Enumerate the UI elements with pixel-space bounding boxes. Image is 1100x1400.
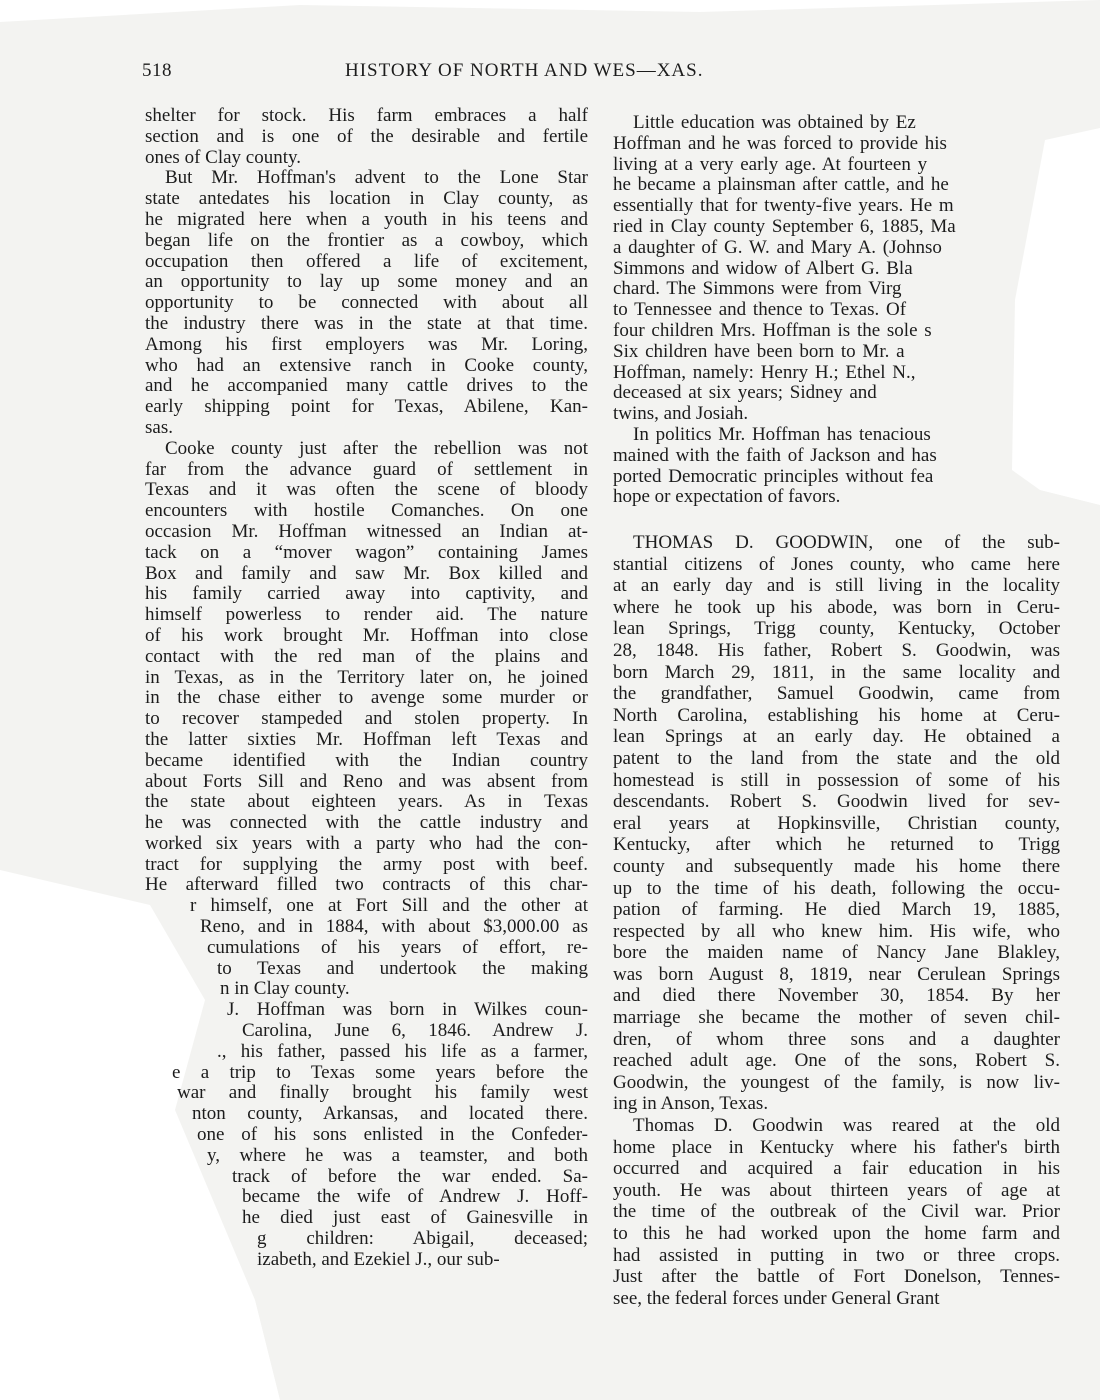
text-line: Among his first employers was Mr. Loring, [145,334,588,355]
text-line: homestead is still in possession of some of his [613,769,1060,791]
text-line: and died there November 30, 1854. By her [613,985,1060,1007]
text-line: Goodwin, the youngest of the family, is now liv- [613,1071,1060,1093]
text-line: shelter for stock. His farm embraces a half [145,106,588,126]
text-line: Cooke county just after the rebellion was not [165,438,588,459]
text-line: encounters with hostile Comanches. On one [145,501,588,522]
text-line: where he took up his abode, was born in Ceru- [613,596,1060,618]
text-line: Simmons and widow of Albert G. Bla [613,258,913,279]
right-column-hoffman [613,113,1060,508]
text-line: sas. [145,417,173,438]
text-line: e a trip to Texas some years before the [172,1062,588,1083]
text-line: tack on a “mover wagon” containing James [145,542,588,563]
text-line: ., his father, passed his life as a farmer, [217,1041,588,1062]
text-line: twins, and Josiah. [613,404,749,425]
text-line: deceased at six years; Sidney and [613,383,877,404]
text-line: war and finally brought his family west [177,1083,588,1104]
text-line: contact with the red man of the plains and [145,646,588,667]
text-line: marriage she became the mother of seven chil- [613,1007,1060,1029]
text-line: section and is one of the desirable and fertile [145,126,588,147]
text-line: four children Mrs. Hoffman is the sole s [613,320,932,341]
text-line: Reno, and in 1884, with about $3,000.00 as [200,917,588,938]
text-line: occupation then offered a life of excitement, [145,251,588,272]
text-line: his family carried away into captivity, and [145,584,588,605]
text-line: reached adult age. One of the sons, Robert S. [613,1050,1060,1072]
text-line: see, the federal forces under General Grant [613,1287,940,1309]
text-line: track of before the war ended. Sa- [232,1166,588,1187]
text-line: to Texas and undertook the making [217,958,588,979]
text-line: 28, 1848. His father, Robert S. Goodwin, was [613,639,1060,661]
text-line: dren, of whom three sons and a daughter [613,1028,1060,1050]
text-line: in the chase either to avenge some murder or [145,688,588,709]
text-line: Box and family and saw Mr. Box killed and [145,563,588,584]
text-line: Kentucky, after which he returned to Trigg [613,834,1060,856]
text-line: stantial citizens of Jones county, who came here [613,553,1060,575]
text-line: bore the maiden name of Nancy Jane Blakley, [613,942,1060,964]
text-line: to this he had worked upon the home farm and [613,1223,1060,1244]
text-line: Six children have been born to Mr. a [613,341,905,362]
text-line: became identified with the Indian country [145,750,588,771]
text-line: chard. The Simmons were from Virg [613,279,902,300]
text-line: eral years at Hopkinsville, Christian county, [613,812,1060,834]
text-line: the state about eighteen years. As in Texas [145,792,588,813]
text-line: Carolina, June 6, 1846. Andrew J. [242,1021,588,1042]
text-line: ing in Anson, Texas. [613,1093,769,1115]
text-line: g children: Abigail, deceased; [257,1229,588,1250]
text-line: occurred and acquired a fair education in his [613,1158,1060,1180]
text-line: he became a plainsman after cattle, and he [613,175,949,196]
text-line: Thomas D. Goodwin was reared at the old [633,1115,1060,1137]
text-line: cumulations of his years of effort, re- [207,937,588,958]
text-line: descendants. Robert S. Goodwin lived for sev- [613,791,1060,813]
text-line: In politics Mr. Hoffman has tenacious [633,424,931,445]
text-line: Just after the battle of Fort Donelson, Tennes- [613,1266,1060,1288]
text-line: of his work brought Mr. Hoffman into close [145,625,588,646]
text-line: to Tennessee and thence to Texas. Of [613,300,907,321]
text-line: J. Hoffman was born in Wilkes coun- [227,1000,588,1021]
text-line: at an early day and is still living in the locality [613,575,1060,597]
text-line: an opportunity to lay up some money and an [145,272,588,293]
text-line: the time of the outbreak of the Civil war. Prior [613,1201,1060,1223]
text-line: he was connected with the cattle industry and [145,813,588,834]
text-line: izabeth, and Ezekiel J., our sub- [257,1249,500,1270]
text-line: home place in Kentucky where his father's birth [613,1136,1060,1158]
text-line: state antedates his location in Clay county, as [145,189,588,210]
text-line: He afterward filled two contracts of this char- [145,875,588,896]
text-line: Little education was obtained by Ez [633,113,916,133]
right-column-goodwin [613,532,1060,1309]
text-line: pation of farming. He died March 19, 1885, [613,899,1060,921]
left-column [145,106,588,1271]
text-line: who had an extensive ranch in Cooke county, [145,355,588,376]
text-line: ones of Clay county. [145,147,302,168]
text-line: n in Clay county. [220,979,350,1000]
text-line: lean Springs at an early day. He obtained a [613,726,1060,748]
text-line: began life on the frontier as a cowboy, which [145,230,588,251]
page-number: 518 [142,60,172,81]
text-line: r himself, one at Fort Sill and the other at [190,896,588,917]
text-line: ried in Clay county September 6, 1885, Ma [613,216,956,237]
text-line: But Mr. Hoffman's advent to the Lone Star [165,168,588,189]
text-line: born March 29, 1811, in the same locality and [613,661,1060,683]
text-line: Texas and it was often the scene of bloody [145,480,588,501]
text-line: living at a very early age. At fourteen y [613,154,928,175]
text-line: occasion Mr. Hoffman witnessed an Indian at- [145,521,588,542]
text-line: respected by all who knew him. His wife, who [613,920,1060,942]
text-line: himself powerless to render aid. The nature [145,605,588,626]
text-line: he migrated here when a youth in his teens and [145,209,588,230]
text-line: tract for supplying the army post with beef. [145,854,588,875]
text-line: far from the advance guard of settlement in [145,459,588,480]
text-line: the industry there was in the state at that time. [145,313,588,334]
text-line: about Forts Sill and Reno and was absent from [145,771,588,792]
text-line: became the wife of Andrew J. Hoff- [242,1187,588,1208]
text-line: in Texas, as in the Territory later on, he joined [145,667,588,688]
text-line: Hoffman, namely: Henry H.; Ethel N., [613,362,916,383]
text-line: North Carolina, establishing his home at Ceru- [613,704,1060,726]
text-line: to recover stampeded and stolen property. In [145,709,588,730]
text-line: patent to the land from the state and the old [613,747,1060,769]
text-line: THOMAS D. GOODWIN, one of the sub- [633,532,1060,553]
text-line: worked six years with a party who had the con- [145,833,588,854]
text-line: a daughter of G. W. and Mary A. (Johnso [613,237,942,258]
text-line: nton county, Arkansas, and located there. [192,1104,588,1125]
text-line: and he accompanied many cattle drives to the [145,376,588,397]
text-line: youth. He was about thirteen years of age at [613,1179,1060,1201]
running-title: HISTORY OF NORTH AND WES—XAS. [345,60,704,81]
text-line: opportunity to be connected with about all [145,293,588,314]
text-line: he died just east of Gainesville in [242,1208,588,1229]
text-line: hope or expectation of favors. [613,487,841,508]
text-line: the latter sixties Mr. Hoffman left Texas and [145,729,588,750]
text-line: the grandfather, Samuel Goodwin, came from [613,683,1060,705]
text-line: county and subsequently made his home there [613,855,1060,877]
text-line: lean Springs, Trigg county, Kentucky, October [613,618,1060,640]
text-line: ported Democratic principles without fea [613,466,934,487]
text-line: one of his sons enlisted in the Confeder- [197,1125,588,1146]
text-line: up to the time of his death, following the occu- [613,877,1060,899]
text-line: had assisted in putting in two or three crops. [613,1244,1060,1266]
text-line: early shipping point for Texas, Abilene, Kan- [145,397,588,418]
text-line: essentially that for twenty-five years. He m [613,196,954,217]
text-line: Hoffman and he was forced to provide his [613,133,947,154]
text-line: was born August 8, 1819, near Cerulean Springs [613,963,1060,985]
text-line: mained with the faith of Jackson and has [613,445,937,466]
text-line: y, where he was a teamster, and both [207,1145,588,1166]
